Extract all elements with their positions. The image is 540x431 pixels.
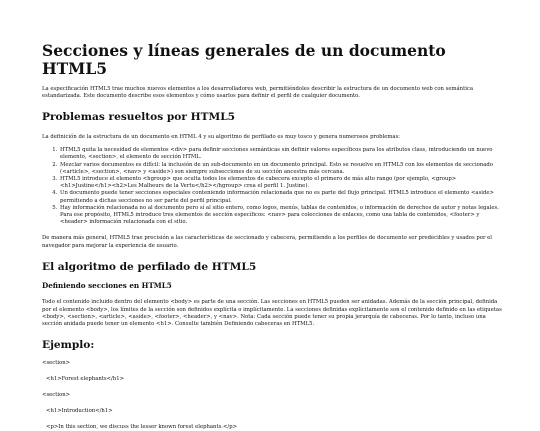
code-line: <h1>Forest elephants</h1> (46, 375, 125, 382)
problems-list (42, 147, 504, 226)
list-item: 1. HTML5 quita la necesidad de elementos <div> para definir secciones semánticas sin definir valores específicos para los atributos class, introduciendo un nuevo elemento, <section>, el elemento de sección HTML. (59, 147, 504, 161)
list-item: 4. Un documento puede tener secciones especiales conteniendo información relacionada que no es parte del flujo principal. HTML5 introduce el elemento <aside> permitiendo a dichas secciones no ser parte del perfil principal. (59, 190, 504, 204)
intro-paragraph: La especificación HTML5 trae muchos nuevos elementos a los desarrolladores web, permitiéndoles describir la estructura de un documento web con semántica estandarizada. Este documento describe esos elementos y cómo usarlos para definir el perfil de cualquier documento. (42, 86, 474, 100)
list-item: 2. Mezclar varios documentos es difícil: la inclusión de un sub-documento en un documento principal. Esto se resuelve en HTML5 con los elementos de seccionado (<article>, <section>, <nav> y <aside>) son siempre subsecciones de su sección ancestra más cercana. (59, 162, 504, 176)
code-line: <p>In this section, we discuss the lesser known forest elephants.</p> (46, 423, 238, 430)
list-item: 5. Hay información relacionada no al documento pero sí al sitio entero, como logos, menús, tablas de contenidos, o información de derechos de autor y notas legales. Para ese propósito, HTML5 introduce tres elementos de sección específicos: <nav> para colecciones de enlaces, como una tabla de contenidos, <footer> y <header> información relacionada con el sitio. (59, 205, 504, 227)
example-code-block (42, 360, 504, 431)
problems-closing-paragraph: De manera más general, HTML5 trae precisión a las características de seccionado y cabecera, permitiendo a los perfiles de documento ser predecibles y usados por el navegador para mejorar la experiencia de usuario. (42, 235, 492, 249)
subheading-defining-sections: Definiendo secciones en HTML5 (42, 281, 172, 291)
code-line: <section> (42, 391, 71, 398)
section-heading-algorithm: El algoritmo de perfilado de HTML5 (42, 261, 257, 274)
page-title: Secciones y líneas generales de un documento HTML5 (42, 41, 446, 78)
problems-lead-paragraph: La definición de la estructura de un documento en HTML 4 y su algoritmo de perfilado es muy tosco y genera numerosos problemas: (42, 133, 401, 140)
algorithm-paragraph: Todo el contenido incluido dentro del elemento <body> es parte de una sección. Las secciones en HTML5 pueden ser anidadas. Además de la sección principal, definida por el elemento <body>, los límites de la sección son definidos explícita o implícitamente. La secciones definidas explícitamente son el contenido definido en las etiquetas <body>, <section>, <article>, <aside>, <footer>, <header>, y <nav>. Nota: Cada sección puede tener su propia jerarquía de cabeceras. Por lo tanto, incluso una sección anidada puede tener un elemento <h1>. Consulte también Definiendo cabeceras en HTML5. (42, 299, 502, 328)
list-item: 3. HTML5 introduce el elemento <hgroup> que oculta todos los elementos de cabecera excepto el primero de más alto rango (por ejemplo, <group><h1>Justine</h1><h2>Les Malheurs de la Vertu</h2></hgroup> crea el perfil 1. Justine). (59, 176, 504, 190)
code-line: <section> (42, 359, 71, 366)
document (42, 0, 504, 431)
code-line: <h1>Introduction</h1> (46, 407, 113, 414)
section-heading-problems: Problemas resueltos por HTML5 (42, 110, 236, 123)
section-heading-example: Ejemplo: (42, 338, 95, 351)
